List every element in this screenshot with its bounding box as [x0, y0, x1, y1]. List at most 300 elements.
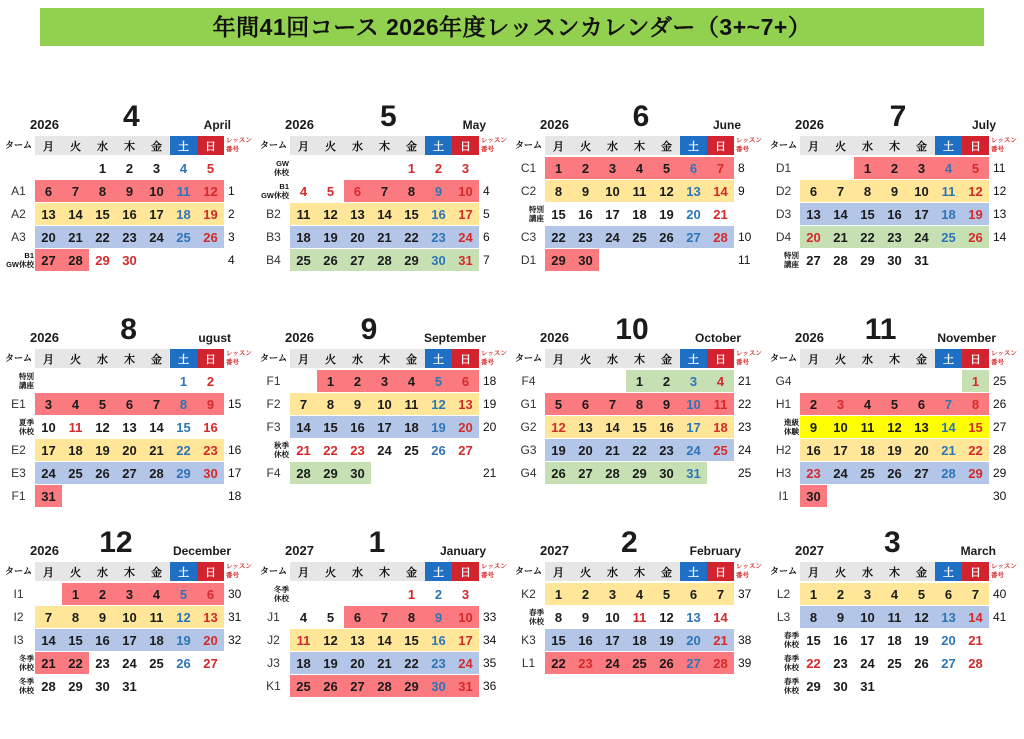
day-cell: [35, 583, 62, 605]
day-cell: 18: [290, 226, 317, 248]
lesson-number: 4: [483, 184, 490, 198]
day-cell: [854, 370, 881, 392]
term-column-header: ターム: [259, 353, 287, 363]
day-cell: 16: [425, 203, 452, 225]
weekday-header: 火: [62, 349, 89, 368]
month-year: 2026: [30, 117, 59, 132]
month-year: 2026: [285, 330, 314, 345]
day-cell: 3: [908, 157, 935, 179]
calendar-row: [512, 370, 767, 392]
page-title: 年間41回コース 2026年度レッスンカレンダー（3+~7+）: [40, 8, 984, 46]
lesson-number: 7: [483, 253, 490, 267]
day-cell: 16: [203, 419, 218, 435]
term-label: L2: [776, 587, 791, 601]
month-name: December: [172, 544, 231, 558]
day-cell: 6: [908, 393, 935, 415]
lesson-number: 38: [738, 633, 752, 647]
day-cell: 6: [452, 370, 479, 392]
day-cell: 31: [452, 675, 479, 697]
day-cell: 29: [962, 462, 989, 484]
day-cell: 10: [827, 416, 854, 438]
day-cell: 9: [89, 606, 116, 628]
day-cell: [626, 249, 653, 271]
weekday-header: 月: [800, 349, 827, 368]
weekday-header-sunday: 日: [197, 136, 224, 155]
day-cell: 3: [854, 583, 881, 605]
day-cell: 5: [326, 183, 335, 199]
day-cell: 19: [914, 632, 929, 648]
weekday-header: 火: [572, 562, 599, 581]
day-cell: [35, 157, 62, 179]
calendar-row: [512, 583, 767, 605]
day-cell: 4: [935, 157, 962, 179]
day-cell: 18: [170, 203, 197, 225]
day-cell: [800, 157, 827, 179]
term-label: F1: [266, 374, 281, 388]
day-cell: 13: [344, 203, 371, 225]
day-cell: 22: [626, 439, 653, 461]
term-column-header: ターム: [4, 140, 32, 150]
weekday-header-row: [2, 349, 257, 368]
day-cell: 4: [179, 160, 188, 176]
weekday-header: 水: [854, 349, 881, 368]
weekday-header: 火: [572, 136, 599, 155]
day-cell: 16: [344, 416, 371, 438]
month-year: 2026: [285, 117, 314, 132]
lesson-number: 2: [228, 207, 235, 221]
day-cell: 2: [344, 370, 371, 392]
day-cell: 8: [170, 393, 197, 415]
day-cell: 5: [545, 393, 572, 415]
day-cell: 29: [398, 675, 425, 697]
month-calendar: [2, 100, 257, 313]
day-cell: 20: [452, 416, 479, 438]
day-cell: 26: [881, 462, 908, 484]
weekday-header: 水: [344, 136, 371, 155]
term-column-header: ターム: [514, 140, 542, 150]
lesson-number: [224, 652, 257, 674]
lesson-number: 18: [228, 489, 242, 503]
day-cell: [707, 249, 734, 271]
weekday-header: 金: [398, 562, 425, 581]
term-label: B1 GW休校: [261, 182, 289, 200]
weekday-header: 木: [116, 562, 143, 581]
day-cell: 21: [296, 442, 311, 458]
calendar-row: [767, 485, 1022, 507]
term-label: C2: [520, 184, 537, 198]
month-year: 2027: [285, 543, 314, 558]
lesson-number: 4: [228, 253, 235, 267]
day-cell: 8: [626, 393, 653, 415]
month-number: 7: [889, 100, 907, 133]
month-name: September: [423, 331, 486, 345]
weekday-header-sunday: 日: [452, 562, 479, 581]
day-cell: 11: [290, 629, 317, 651]
calendar-row: [2, 629, 257, 651]
day-cell: 25: [854, 462, 881, 484]
day-cell: 17: [371, 416, 398, 438]
calendar-grid: [0, 100, 1024, 739]
calendar-row: [767, 203, 1022, 225]
weekday-header: 金: [908, 136, 935, 155]
day-cell: 13: [935, 606, 962, 628]
day-cell: 13: [800, 203, 827, 225]
day-cell: 20: [35, 226, 62, 248]
day-cell: 27: [344, 249, 371, 271]
term-label: G3: [520, 443, 537, 457]
day-cell: 2: [572, 157, 599, 179]
day-cell: 24: [908, 226, 935, 248]
day-cell: 23: [881, 226, 908, 248]
day-cell: 9: [197, 393, 224, 415]
day-cell: 1: [98, 160, 107, 176]
weekday-header: 木: [116, 136, 143, 155]
day-cell: [143, 249, 170, 271]
calendar-row: [2, 675, 257, 697]
lesson-number: 31: [228, 610, 242, 624]
term-label: F1: [11, 489, 26, 503]
day-cell: 13: [908, 416, 935, 438]
day-cell: 9: [344, 393, 371, 415]
term-label: D3: [775, 207, 792, 221]
day-cell: [800, 370, 827, 392]
day-cell: 21: [707, 629, 734, 651]
day-cell: 10: [41, 419, 56, 435]
weekday-header: 金: [143, 349, 170, 368]
weekday-header: 木: [626, 562, 653, 581]
day-cell: 15: [545, 629, 572, 651]
weekday-header-sunday: 日: [707, 349, 734, 368]
month-calendar: [512, 526, 767, 739]
lesson-number: [479, 157, 512, 179]
lesson-number: 24: [738, 443, 752, 457]
calendar-row: [512, 203, 767, 225]
term-label: G4: [520, 466, 537, 480]
day-cell: 4: [299, 183, 308, 199]
day-cell: 17: [599, 629, 626, 651]
day-cell: 9: [581, 609, 590, 625]
day-cell: 27: [680, 226, 707, 248]
day-cell: 22: [398, 652, 425, 674]
day-cell: [935, 370, 962, 392]
day-cell: 28: [290, 462, 317, 484]
weekday-header: 月: [290, 562, 317, 581]
term-label: 冬季 休校: [19, 677, 34, 695]
day-cell: 8: [545, 180, 572, 202]
day-cell: [653, 249, 680, 271]
day-cell: 16: [833, 632, 848, 648]
calendar-row: [767, 652, 1022, 674]
day-cell: [398, 462, 425, 484]
day-cell: 15: [317, 416, 344, 438]
day-cell: 10: [116, 606, 143, 628]
day-cell: 28: [371, 249, 398, 271]
day-cell: 23: [572, 652, 599, 674]
day-cell: 21: [371, 226, 398, 248]
weekday-header: 火: [62, 562, 89, 581]
day-cell: 20: [680, 629, 707, 651]
calendar-row: [512, 249, 767, 271]
day-cell: 9: [572, 180, 599, 202]
day-cell: [962, 249, 989, 271]
term-label: L3: [776, 610, 791, 624]
day-cell: 31: [860, 678, 875, 694]
day-cell: 25: [626, 652, 653, 674]
day-cell: 25: [404, 442, 419, 458]
day-cell: 15: [176, 419, 191, 435]
lesson-number-header: レッスン 番号: [736, 563, 762, 579]
day-cell: 20: [344, 226, 371, 248]
day-cell: 23: [833, 655, 848, 671]
day-cell: [545, 370, 572, 392]
day-cell: 12: [425, 393, 452, 415]
day-cell: 12: [317, 629, 344, 651]
month-number: 12: [99, 526, 133, 559]
term-label: 春季 休校: [784, 631, 799, 649]
day-cell: 11: [68, 419, 83, 435]
calendar-row: [767, 583, 1022, 605]
day-cell: 29: [317, 462, 344, 484]
calendar-row: [767, 462, 1022, 484]
lesson-number: 28: [993, 443, 1007, 457]
day-cell: 15: [626, 416, 653, 438]
day-cell: 30: [800, 485, 827, 507]
day-cell: 4: [626, 583, 653, 605]
term-label: E2: [11, 443, 26, 457]
day-cell: 1: [317, 370, 344, 392]
lesson-number-header: レッスン 番号: [991, 350, 1017, 366]
day-cell: 12: [653, 180, 680, 202]
day-cell: [827, 485, 854, 507]
lesson-number-header: レッスン 番号: [226, 563, 252, 579]
calendar-row: [767, 370, 1022, 392]
term-column-header: ターム: [769, 140, 797, 150]
day-cell: 17: [452, 203, 479, 225]
month-header: [512, 313, 767, 345]
month-year: 2027: [795, 543, 824, 558]
weekday-header-row: [2, 136, 257, 155]
weekday-header-row: [767, 562, 1022, 581]
calendar-row: [257, 370, 512, 392]
term-label: 特別 講座: [529, 205, 544, 223]
month-year: 2027: [540, 543, 569, 558]
lesson-number: 18: [483, 374, 497, 388]
day-cell: 19: [659, 206, 674, 222]
weekday-header-sunday: 日: [962, 349, 989, 368]
day-cell: 24: [599, 652, 626, 674]
day-cell: 5: [962, 157, 989, 179]
day-cell: 2: [800, 393, 827, 415]
lesson-number: 8: [738, 161, 745, 175]
weekday-header: 月: [800, 136, 827, 155]
lesson-number: 29: [993, 466, 1007, 480]
term-column-header: ターム: [769, 353, 797, 363]
month-table: [512, 136, 767, 271]
calendar-row: [2, 583, 257, 605]
day-cell: 5: [653, 583, 680, 605]
day-cell: 6: [344, 180, 371, 202]
day-cell: 14: [62, 203, 89, 225]
day-cell: 8: [854, 180, 881, 202]
calendar-row: [512, 157, 767, 179]
month-header: [257, 526, 512, 558]
term-label: 特別 講座: [784, 251, 799, 269]
day-cell: 19: [89, 439, 116, 461]
weekday-header: 月: [545, 562, 572, 581]
term-label: GW 休校: [274, 159, 289, 177]
calendar-row: [2, 462, 257, 484]
day-cell: 24: [122, 655, 137, 671]
day-cell: 1: [407, 160, 416, 176]
day-cell: 16: [572, 629, 599, 651]
day-cell: 23: [116, 226, 143, 248]
day-cell: 24: [827, 462, 854, 484]
day-cell: 21: [827, 226, 854, 248]
day-cell: 18: [887, 632, 902, 648]
lesson-number-header: レッスン 番号: [226, 137, 252, 153]
weekday-header: 木: [881, 562, 908, 581]
term-column-header: ターム: [514, 566, 542, 576]
day-cell: [827, 370, 854, 392]
day-cell: 26: [89, 462, 116, 484]
day-cell: 2: [125, 160, 134, 176]
term-label: H2: [775, 443, 792, 457]
weekday-header: 火: [317, 136, 344, 155]
day-cell: 30: [887, 252, 902, 268]
day-cell: [962, 675, 989, 697]
lesson-number-header: レッスン 番号: [481, 563, 507, 579]
calendar-row: [767, 393, 1022, 415]
month-calendar: [767, 526, 1022, 739]
day-cell: 22: [806, 655, 821, 671]
day-cell: 4: [854, 393, 881, 415]
day-cell: 13: [680, 180, 707, 202]
day-cell: 27: [908, 462, 935, 484]
day-cell: [572, 370, 599, 392]
calendar-row: [257, 675, 512, 697]
calendar-row: [2, 157, 257, 179]
day-cell: 23: [425, 226, 452, 248]
day-cell: 15: [854, 203, 881, 225]
weekday-header: 水: [854, 136, 881, 155]
day-cell: 16: [800, 439, 827, 461]
day-cell: 22: [89, 226, 116, 248]
day-cell: [170, 485, 197, 507]
weekday-header-sunday: 日: [197, 562, 224, 581]
month-header: [767, 313, 1022, 345]
weekday-header-saturday: 土: [425, 136, 452, 155]
month-year: 2026: [795, 117, 824, 132]
day-cell: 10: [452, 180, 479, 202]
calendar-row: [257, 226, 512, 248]
weekday-header: 水: [599, 562, 626, 581]
day-cell: 26: [197, 226, 224, 248]
term-label: 特別 講座: [19, 372, 34, 390]
weekday-header-sunday: 日: [452, 349, 479, 368]
day-cell: 29: [545, 249, 572, 271]
weekday-header: 火: [572, 349, 599, 368]
day-cell: 19: [881, 439, 908, 461]
term-label: C3: [520, 230, 537, 244]
day-cell: 4: [626, 157, 653, 179]
day-cell: 24: [143, 226, 170, 248]
day-cell: 26: [653, 652, 680, 674]
weekday-header: 金: [653, 136, 680, 155]
lesson-number-header: レッスン 番号: [226, 350, 252, 366]
day-cell: 5: [170, 583, 197, 605]
weekday-header-saturday: 土: [170, 349, 197, 368]
day-cell: 30: [197, 462, 224, 484]
day-cell: 28: [599, 462, 626, 484]
lesson-number: 40: [993, 587, 1007, 601]
calendar-row: [257, 629, 512, 651]
term-label: B3: [266, 230, 281, 244]
day-cell: 7: [290, 393, 317, 415]
day-cell: [935, 249, 962, 271]
calendar-row: [257, 249, 512, 271]
day-cell: 28: [833, 252, 848, 268]
calendar-row: [2, 203, 257, 225]
day-cell: 1: [407, 586, 416, 602]
day-cell: 22: [170, 439, 197, 461]
term-column-header: ターム: [514, 353, 542, 363]
term-column-header: ターム: [4, 566, 32, 576]
weekday-header: 水: [854, 562, 881, 581]
day-cell: 7: [707, 157, 734, 179]
day-cell: 2: [572, 583, 599, 605]
day-cell: 6: [680, 157, 707, 179]
day-cell: 2: [89, 583, 116, 605]
day-cell: 22: [62, 652, 89, 674]
day-cell: [116, 370, 143, 392]
day-cell: 21: [935, 439, 962, 461]
day-cell: 1: [545, 157, 572, 179]
term-label: 春季 休校: [784, 654, 799, 672]
month-calendar: [512, 313, 767, 526]
weekday-header: 水: [599, 136, 626, 155]
term-label: B4: [266, 253, 281, 267]
day-cell: 14: [827, 203, 854, 225]
day-cell: 30: [572, 249, 599, 271]
day-cell: 12: [881, 416, 908, 438]
month-number: 4: [122, 100, 140, 133]
day-cell: 11: [143, 606, 170, 628]
day-cell: 14: [935, 416, 962, 438]
term-label: J1: [267, 610, 280, 624]
weekday-header: 月: [545, 349, 572, 368]
day-cell: 8: [398, 606, 425, 628]
day-cell: 26: [431, 442, 446, 458]
day-cell: 18: [290, 652, 317, 674]
day-cell: 25: [170, 226, 197, 248]
weekday-header: 金: [653, 349, 680, 368]
lesson-number: 33: [483, 610, 497, 624]
term-label: J3: [267, 656, 280, 670]
weekday-header: 火: [827, 349, 854, 368]
day-cell: 25: [62, 462, 89, 484]
day-cell: 14: [371, 629, 398, 651]
day-cell: 21: [35, 652, 62, 674]
month-number: 5: [379, 100, 397, 133]
day-cell: 26: [962, 226, 989, 248]
day-cell: 8: [317, 393, 344, 415]
lesson-number: 21: [738, 374, 752, 388]
term-label: 春季 休校: [529, 608, 544, 626]
month-calendar: [2, 526, 257, 739]
day-cell: 22: [398, 226, 425, 248]
term-label: F2: [266, 397, 281, 411]
weekday-header: 月: [290, 136, 317, 155]
